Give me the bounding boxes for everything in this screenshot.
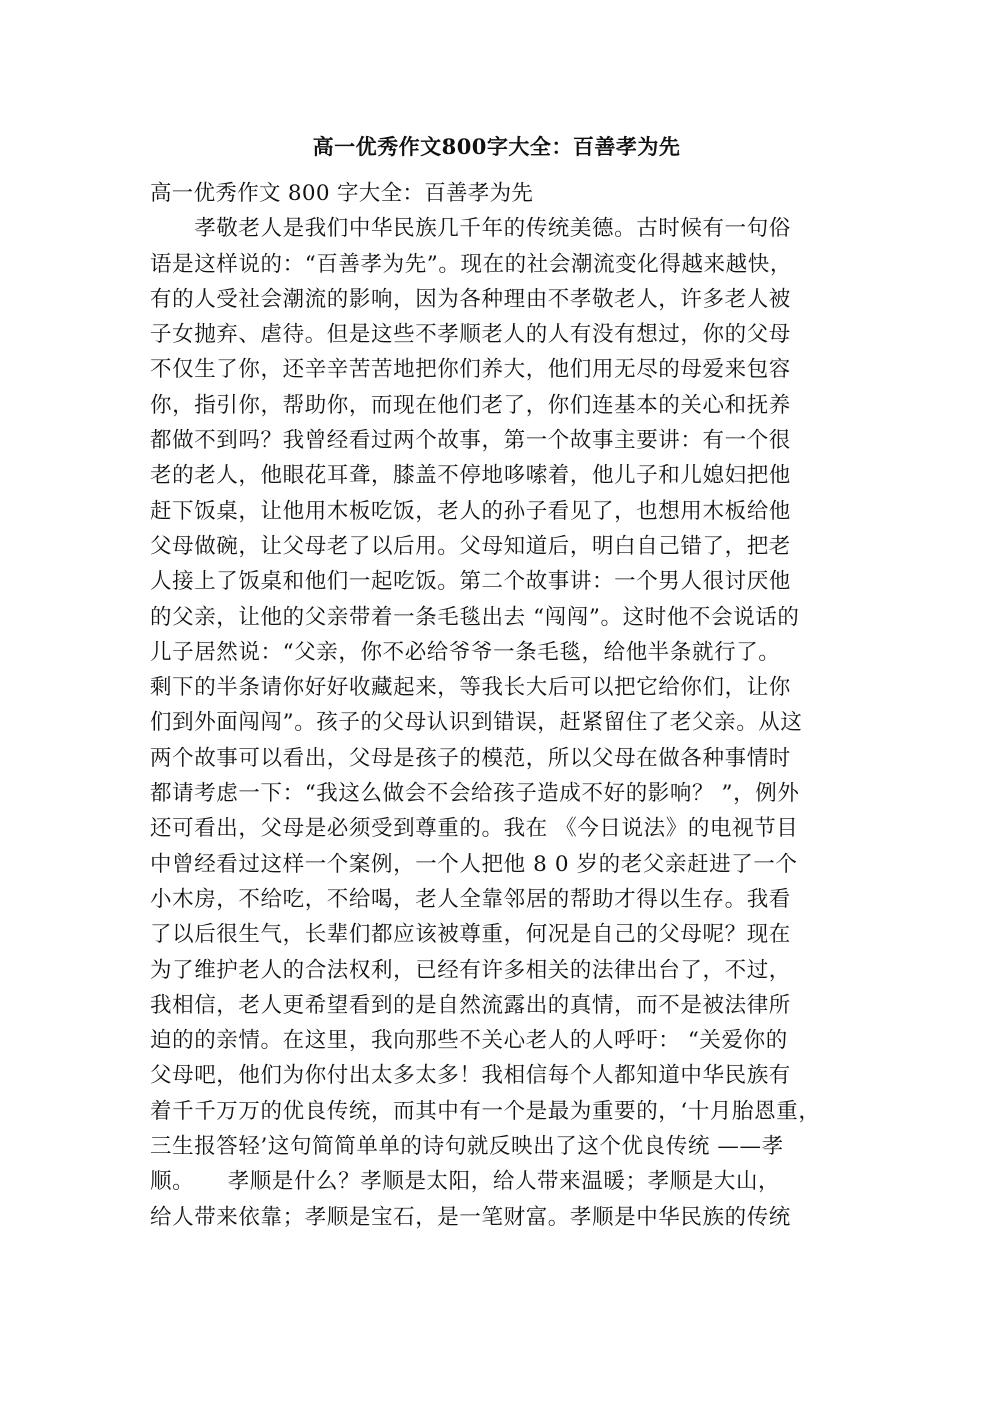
paragraph-line: 父母做碗，让父母老了以后用。父母知道后，明白自己错了，把老: [150, 533, 791, 559]
paragraph-line: 剩下的半条请你好好收藏起来，等我长大后可以把它给你们，让你: [150, 675, 791, 701]
paragraph-line: 两个故事可以看出，父母是孩子的模范，所以父母在做各种事情时: [150, 745, 791, 771]
paragraph-line: 孝敬老人是我们中华民族几千年的传统美德。古时候有一句俗: [150, 216, 791, 242]
paragraph-line: 为了维护老人的合法权利，已经有许多相关的法律出台了，不过，: [150, 957, 791, 983]
paragraph-line: 中曾经看过这样一个案例，一个人把他 8 0 岁的老父亲赶进了一个: [150, 851, 798, 877]
document-subtitle: 高一优秀作文 800 字大全：百善孝为先: [150, 181, 534, 206]
document-body: [150, 176, 840, 1235]
paragraph-line: 不仅生了你，还辛辛苦苦地把你们养大，他们用无尽的母爱来包容: [150, 357, 791, 383]
paragraph-line: 语是这样说的：“百善孝为先”。现在的社会潮流变化得越来越快，: [150, 251, 792, 277]
paragraph-line: 你，指引你，帮助你，而现在他们老了，你们连基本的关心和抚养: [150, 392, 791, 418]
paragraph-line: 老的老人，他眼花耳聋，膝盖不停地哆嗦着，他儿子和儿媳妇把他: [150, 463, 791, 489]
paragraph-line: 人接上了饭桌和他们一起吃饭。第二个故事讲：一个男人很讨厌他: [150, 569, 791, 595]
paragraph-line: 子女抛弃、虐待。但是这些不孝顺老人的人有没有想过，你的父母: [150, 322, 791, 348]
paragraph-line: 们到外面闯闯”。孩子的父母认识到错误，赶紧留住了老父亲。从这: [150, 710, 803, 736]
paragraph-line: 着千千万万的优良传统，而其中有一个是最为重要的，‘十月胎恩重，: [150, 1098, 821, 1124]
paragraph-line: 都请考虑一下：“我这么做会不会给孩子造成不好的影响？ ”，例外: [150, 781, 800, 807]
paragraph-line: 三生报答轻’这句简简单单的诗句就反映出了这个优良传统 ——孝: [150, 1134, 784, 1160]
paragraph-line: 还可看出，父母是必须受到尊重的。我在 《今日说法》的电视节目: [150, 816, 799, 842]
paragraph-line: 给人带来依靠；孝顺是宝石，是一笔财富。孝顺是中华民族的传统: [150, 1204, 791, 1230]
paragraph-line: 顺。 孝顺是什么？孝顺是太阳，给人带来温暖；孝顺是大山，: [150, 1169, 781, 1195]
paragraph-line: 迫的的亲情。在这里，我向那些不关心老人的人呼吁： “关爱你的: [150, 1028, 788, 1054]
document-title: 高一优秀作文800字大全：百善孝为先: [312, 134, 681, 159]
paragraph-line: 有的人受社会潮流的影响，因为各种理由不孝敬老人，许多老人被: [150, 286, 791, 312]
paragraph-line: 都做不到吗？我曾经看过两个故事，第一个故事主要讲：有一个很: [150, 428, 791, 454]
paragraph-line: 了以后很生气，长辈们都应该被尊重，何况是自己的父母呢？现在: [150, 922, 791, 948]
paragraph-line: 儿子居然说：“父亲，你不必给爷爷一条毛毯，给他半条就行了。: [150, 639, 781, 665]
paragraph-line: 父母吧，他们为你付出太多太多！我相信每个人都知道中华民族有: [150, 1063, 791, 1089]
paragraph-line: 小木房，不给吃，不给喝，老人全靠邻居的帮助才得以生存。我看: [150, 886, 791, 912]
paragraph-line: 赶下饭桌，让他用木板吃饭，老人的孙子看见了，也想用木板给他: [150, 498, 791, 524]
paragraph-line: 我相信，老人更希望看到的是自然流露出的真情，而不是被法律所: [150, 992, 791, 1018]
paragraph-line: 的父亲，让他的父亲带着一条毛毯出去 “闯闯”。这时他不会说话的: [150, 604, 800, 630]
